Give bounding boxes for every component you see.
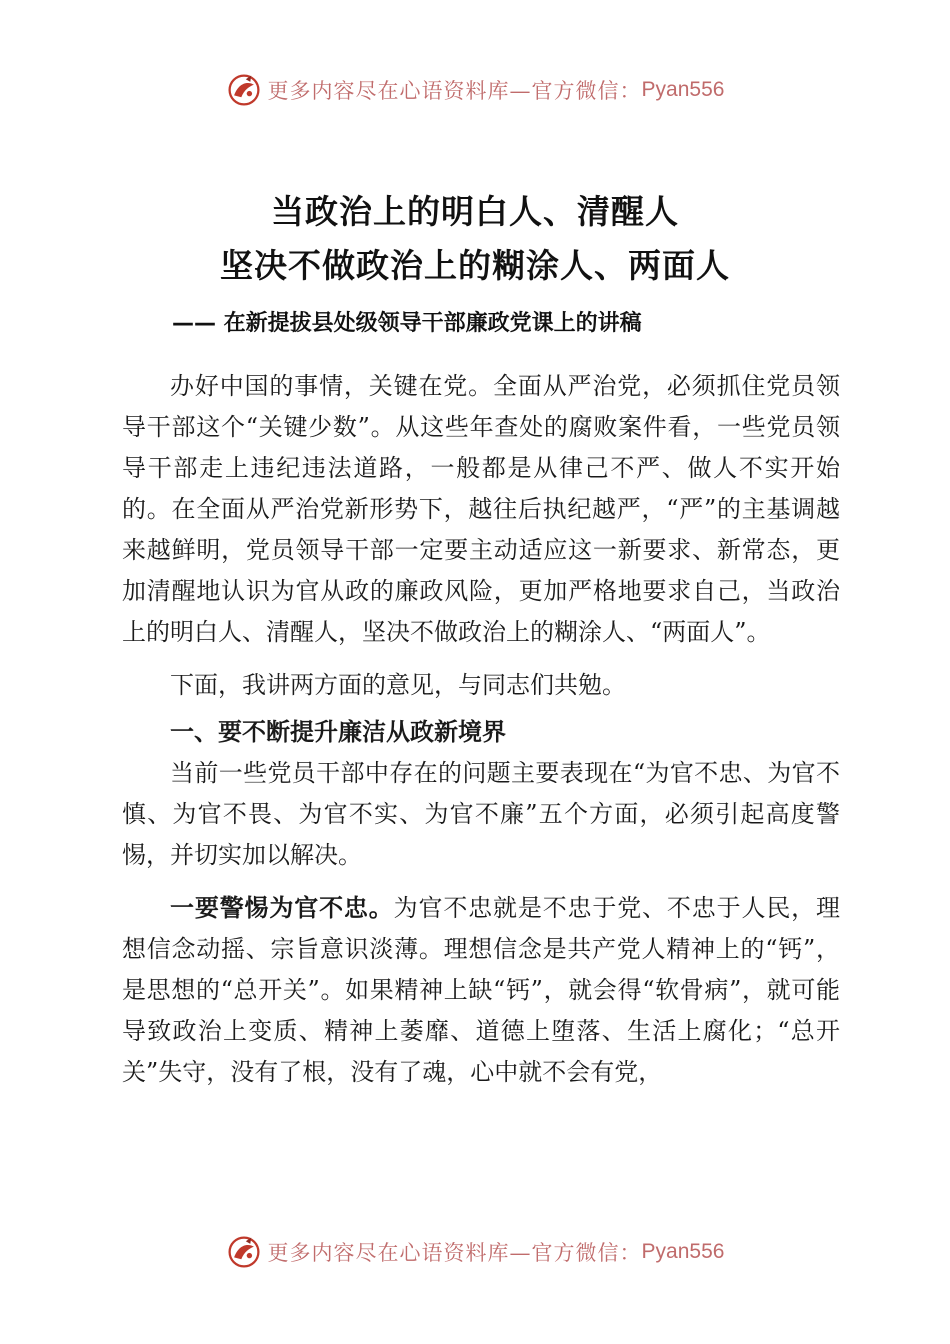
watermark-text: 更多内容尽在心语资料库—官方微信： <box>267 79 642 103</box>
title-line-1: 当政治上的明白人、清醒人 <box>271 192 679 231</box>
watermark-wechat-id: Pyan556 <box>641 78 725 101</box>
paragraph-disloyalty-text: 为官不忠就是不忠于党、不忠于人民，理想信念动摇、宗旨意识淡薄。理想信念是共产党人精神上的“钙”，是思想的“总开关”。如果精神上缺“钙”，就会得“软骨病”，就可能导致政治上变质、精神上萎靡、道德上堕落、生活上腐化；“总开关”失守，没有了根，没有了魂，心中就不会有党， <box>122 894 841 1086</box>
library-logo-icon <box>226 1234 262 1270</box>
paragraph-lead-phrase: 一要警惕为官不忠。 <box>170 894 394 922</box>
paragraph-problems: 当前一些党员干部中存在的问题主要表现在“为官不忠、为官不慎、为官不畏、为官不实、为官不廉”五个方面，必须引起高度警惕，并切实加以解决。 <box>122 759 840 869</box>
paragraph-intro: 办好中国的事情，关键在党。全面从严治党，必须抓住党员领导干部这个“关键少数”。从这些年查处的腐败案件看，一些党员领导干部走上违纪违法道路，一般都是从律己不严、做人不实开始的。在全面从严治党新形势下，越往后执纪越严，“严”的主基调越来越鲜明，党员领导干部一定要主动适应这一新要求、新常态，更加清醒地认识为官从政的廉政风险，更加严格地要求自己，当政治上的明白人、清醒人，坚决不做政治上的糊涂人、“两面人”。 <box>122 372 840 646</box>
paragraph-transition: 下面，我讲两方面的意见，与同志们共勉。 <box>170 671 626 699</box>
library-logo-icon <box>226 72 262 108</box>
paragraph-disloyalty <box>122 888 840 1093</box>
section-heading-1: 一、要不断提升廉洁从政新境界 <box>170 718 506 746</box>
body-text <box>122 366 840 1093</box>
watermark-footer <box>0 1232 950 1272</box>
watermark-wechat-id: Pyan556 <box>641 1240 725 1263</box>
subtitle: —— 在新提拔县处级领导干部廉政党课上的讲稿 <box>172 311 642 336</box>
title-line-2: 坚决不做政治上的糊涂人、两面人 <box>220 246 730 285</box>
watermark-text: 更多内容尽在心语资料库—官方微信： <box>267 1241 642 1265</box>
watermark-header <box>0 70 950 110</box>
